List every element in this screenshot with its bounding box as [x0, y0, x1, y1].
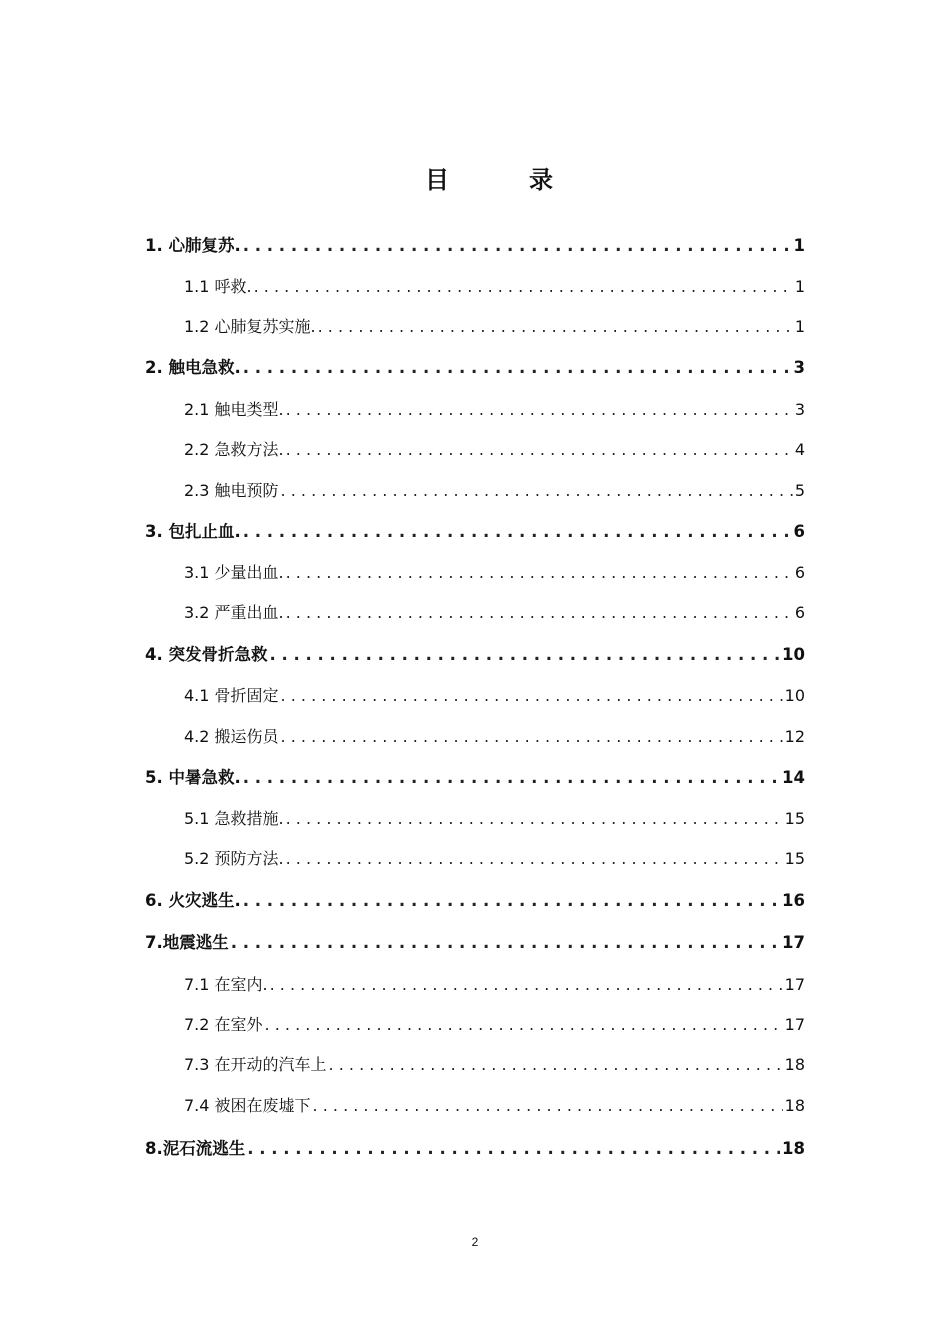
toc-entry-label: 7.3 在开动的汽车上	[184, 1055, 327, 1074]
toc-entry-page: 6	[794, 603, 805, 622]
toc-entry[interactable]	[184, 809, 805, 829]
toc-entry-page: 10	[784, 686, 805, 705]
toc-entry-page: 6	[794, 563, 805, 582]
toc-entry-page: 15	[784, 849, 805, 868]
toc-entry-page: 18	[784, 1096, 805, 1115]
toc-entry-label: 2. 触电急救.	[145, 358, 241, 377]
toc-entry-label: 2.2 急救方法.	[184, 440, 284, 459]
toc-entry-page: 12	[784, 727, 805, 746]
toc-entry-page: 6	[793, 522, 805, 541]
toc-entry[interactable]	[184, 481, 805, 501]
toc-entry-label: 5.1 急救措施.	[184, 809, 284, 828]
toc-entry[interactable]	[145, 522, 805, 542]
toc-entry[interactable]	[145, 236, 805, 256]
toc-entry-page: 16	[782, 891, 805, 910]
toc-dot-leader	[286, 563, 793, 583]
page-number: 2	[471, 1235, 479, 1249]
toc-entry[interactable]	[184, 400, 805, 420]
toc-entry-page: 5	[794, 481, 805, 500]
toc-entry-label: 3.2 严重出血.	[184, 603, 284, 622]
toc-dot-leader	[281, 686, 783, 706]
toc-entry-label: 4. 突发骨折急救	[145, 645, 268, 664]
toc-dot-leader	[243, 358, 792, 378]
toc-dot-leader	[286, 440, 793, 460]
toc-entry-page: 15	[784, 809, 805, 828]
toc-entry-label: 5. 中暑急救.	[145, 768, 241, 787]
toc-entry[interactable]	[145, 358, 805, 378]
toc-entry[interactable]	[184, 686, 805, 706]
toc-entry-label: 7.2 在室外	[184, 1015, 263, 1034]
toc-entry-label: 7.4 被困在废墟下	[184, 1096, 311, 1115]
toc-entry[interactable]	[184, 603, 805, 623]
toc-entry-label: 4.1 骨折固定	[184, 686, 279, 705]
toc-entry-label: 7.地震逃生	[145, 933, 229, 952]
toc-entry-label: 2.3 触电预防	[184, 481, 279, 500]
toc-entry-label: 1.1 呼救.	[184, 277, 252, 296]
toc-dot-leader	[286, 849, 783, 869]
toc-entry[interactable]	[184, 1096, 805, 1116]
toc-entry-label: 4.2 搬运伤员	[184, 727, 279, 746]
toc-entry-label: 3. 包扎止血.	[145, 522, 241, 541]
toc-entry[interactable]	[184, 563, 805, 583]
page-title: 目 录	[425, 165, 581, 194]
toc-entry-label: 1. 心肺复苏.	[145, 236, 241, 255]
toc-entry-label: 8.泥石流逃生	[145, 1139, 246, 1158]
toc-dot-leader	[286, 603, 793, 623]
toc-dot-leader	[270, 975, 783, 995]
toc-entry-page: 1	[794, 317, 805, 336]
toc-entry-page: 17	[782, 933, 805, 952]
toc-entry[interactable]	[184, 849, 805, 869]
toc-dot-leader	[231, 933, 780, 953]
toc-entry[interactable]	[184, 1055, 805, 1075]
toc-entry-page: 18	[784, 1055, 805, 1074]
toc-entry[interactable]	[184, 277, 805, 297]
toc-entry[interactable]	[184, 317, 805, 337]
toc-entry-page: 3	[793, 358, 805, 377]
toc-dot-leader	[247, 1139, 780, 1159]
toc-entry[interactable]	[145, 933, 805, 953]
toc-entry-label: 5.2 预防方法.	[184, 849, 284, 868]
toc-entry-page: 3	[794, 400, 805, 419]
toc-entry-page: 1	[794, 277, 805, 296]
toc-entry-page: 18	[782, 1139, 805, 1158]
toc-dot-leader	[286, 400, 793, 420]
toc-entry-page: 4	[794, 440, 805, 459]
toc-dot-leader	[281, 481, 793, 501]
toc-entry-label: 6. 火灾逃生.	[145, 891, 241, 910]
toc-entry[interactable]	[184, 1015, 805, 1035]
toc-entry[interactable]	[184, 727, 805, 747]
toc-entry-page: 14	[782, 768, 805, 787]
toc-entry[interactable]	[145, 768, 805, 788]
toc-entry[interactable]	[145, 891, 805, 911]
toc-dot-leader	[270, 645, 781, 665]
toc-dot-leader	[281, 727, 783, 747]
toc-entry-label: 3.1 少量出血.	[184, 563, 284, 582]
toc-dot-leader	[243, 891, 780, 911]
toc-entry-page: 17	[784, 1015, 805, 1034]
toc-dot-leader	[243, 768, 780, 788]
toc-entry[interactable]	[145, 645, 805, 665]
toc-dot-leader	[286, 809, 783, 829]
toc-entry-page: 10	[782, 645, 805, 664]
toc-dot-leader	[243, 522, 792, 542]
toc-dot-leader	[329, 1055, 783, 1075]
toc-entry-page: 1	[793, 236, 805, 255]
toc-entry[interactable]	[184, 440, 805, 460]
toc-dot-leader	[313, 1096, 783, 1116]
toc-entry-page: 17	[784, 975, 805, 994]
toc-entry-label: 1.2 心肺复苏实施.	[184, 317, 316, 336]
toc-entry-label: 2.1 触电类型.	[184, 400, 284, 419]
toc-entry[interactable]	[184, 975, 805, 995]
toc-entry[interactable]	[145, 1139, 805, 1159]
toc-dot-leader	[265, 1015, 783, 1035]
toc-dot-leader	[318, 317, 793, 337]
toc-dot-leader	[254, 277, 793, 297]
toc-dot-leader	[243, 236, 792, 256]
toc-entry-label: 7.1 在室内.	[184, 975, 268, 994]
